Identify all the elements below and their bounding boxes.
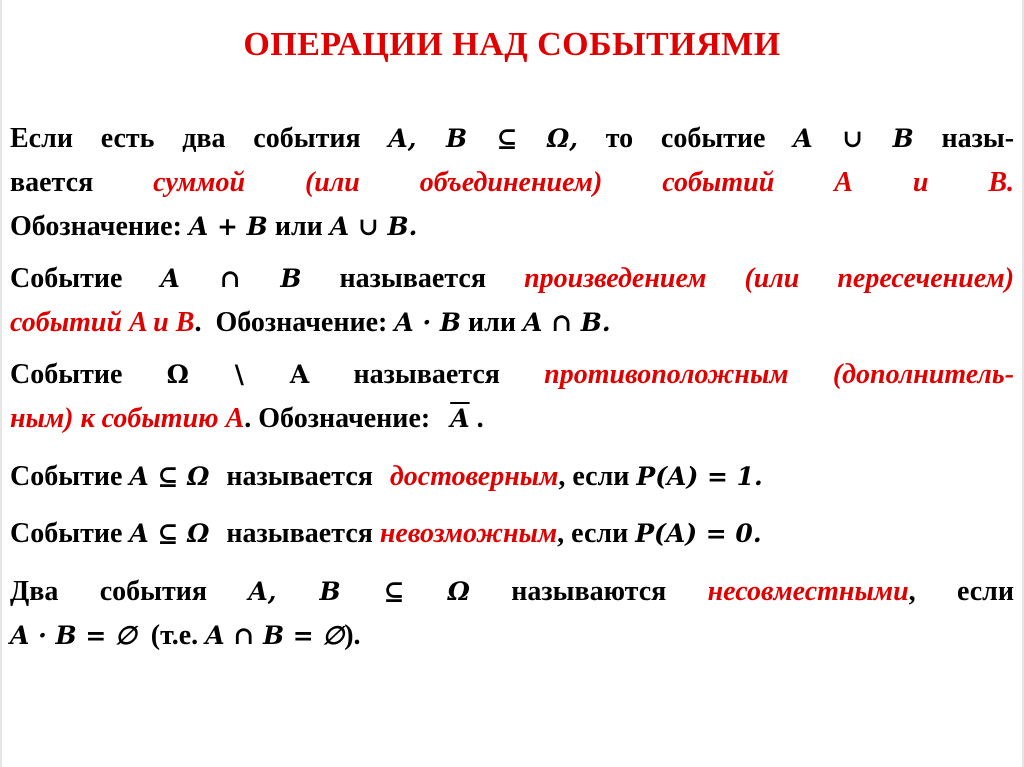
- math-expression: A ∪ B.: [329, 212, 418, 241]
- term-text: событий: [662, 167, 775, 198]
- text: ).: [344, 620, 361, 651]
- text: .: [476, 403, 484, 434]
- definition-incompatible-line-1: [10, 570, 1014, 614]
- text: (т.е.: [150, 620, 199, 651]
- text: называется: [339, 263, 486, 294]
- definition-sum-line-3: [10, 205, 1014, 249]
- definition-sum: [10, 117, 1014, 249]
- text: Событие: [10, 263, 123, 294]
- definition-incompatible-line-2: [10, 614, 1014, 658]
- definition-sum-line-1: [10, 117, 1014, 161]
- math-expression: A ∩ B = ∅: [205, 621, 345, 650]
- math-expression: A + B: [188, 212, 268, 241]
- term-impossible: невозможным: [379, 518, 558, 549]
- math-expression: A · B = ∅: [10, 621, 137, 650]
- notation-label: . Обозначение:: [244, 403, 431, 434]
- text: называется: [226, 518, 373, 549]
- text: или: [468, 307, 516, 338]
- text: вается: [10, 167, 94, 198]
- text: события: [99, 576, 208, 607]
- definition-sum-line-2: [10, 161, 1014, 205]
- definition-product: [10, 257, 1014, 345]
- notation-label: Обозначение:: [215, 307, 388, 338]
- definition-complement-line-1: [10, 353, 1014, 397]
- definition-product-line-2: [10, 301, 1014, 345]
- term-text: A: [834, 167, 853, 198]
- term-text: (или: [304, 167, 360, 198]
- term-incompatible: несовместными: [707, 576, 909, 607]
- text: .: [194, 307, 202, 338]
- term-text: (или: [744, 263, 800, 294]
- term-text: ным) к событию A: [10, 403, 245, 434]
- text: называется: [226, 461, 373, 492]
- text: называются: [511, 576, 667, 607]
- definition-incompatible: [10, 570, 1014, 658]
- term-intersection: пересечением): [837, 263, 1015, 294]
- slide-border-left: [0, 0, 2, 767]
- term-text: событий A и B: [10, 307, 195, 338]
- slide-title: ОПЕРАЦИИ НАД СОБЫТИЯМИ: [243, 26, 781, 63]
- math-expression: A · B: [394, 308, 461, 337]
- math-expression: P(A) = 0.: [635, 519, 762, 548]
- text: , если: [557, 518, 629, 549]
- term-sum: суммой: [153, 167, 246, 198]
- definition-certain: [10, 455, 1014, 499]
- text: назы-: [941, 123, 1015, 154]
- math-expression: A, B ⊆ Ω: [248, 577, 470, 606]
- text: , если: [558, 461, 630, 492]
- text: или: [274, 211, 323, 242]
- term-text: B.: [988, 167, 1014, 198]
- text: Событие: [10, 359, 123, 390]
- notation-label: Обозначение:: [10, 211, 182, 242]
- text: то событие: [605, 123, 766, 154]
- text: если: [956, 576, 1015, 607]
- math-expression: P(A) = 1.: [636, 462, 763, 491]
- text: Событие: [10, 461, 123, 492]
- text: Два: [10, 576, 59, 607]
- math-expression-complement: $\overline{A}$: [450, 404, 470, 433]
- text: называется: [353, 359, 500, 390]
- math-expression: A ∪ B: [793, 124, 914, 153]
- term-complement: противоположным: [544, 359, 789, 390]
- math-expression: A, B ⊆ Ω,: [388, 124, 578, 153]
- math-expression: A ⊆ Ω: [129, 462, 210, 491]
- math-expression: A ∩ B: [160, 264, 302, 293]
- definition-complement: [10, 353, 1014, 441]
- term-text: и: [912, 167, 929, 198]
- term-union: объединением): [419, 167, 603, 198]
- math-expression: Ω \ A: [166, 360, 310, 389]
- definition-impossible-line: [10, 512, 1014, 556]
- definition-complement-line-2: [10, 397, 1014, 441]
- definition-impossible: [10, 512, 1014, 556]
- text: Событие: [10, 518, 123, 549]
- term-certain: достоверным: [389, 461, 559, 492]
- definition-product-line-1: [10, 257, 1014, 301]
- term-text: (дополнитель-: [832, 359, 1015, 390]
- text: ,: [908, 576, 916, 607]
- math-expression: A ∩ B.: [522, 308, 611, 337]
- math-expression: A ⊆ Ω: [129, 519, 210, 548]
- text: Если есть два события: [10, 123, 361, 154]
- definition-certain-line: [10, 455, 1014, 499]
- term-product: произведением: [524, 263, 707, 294]
